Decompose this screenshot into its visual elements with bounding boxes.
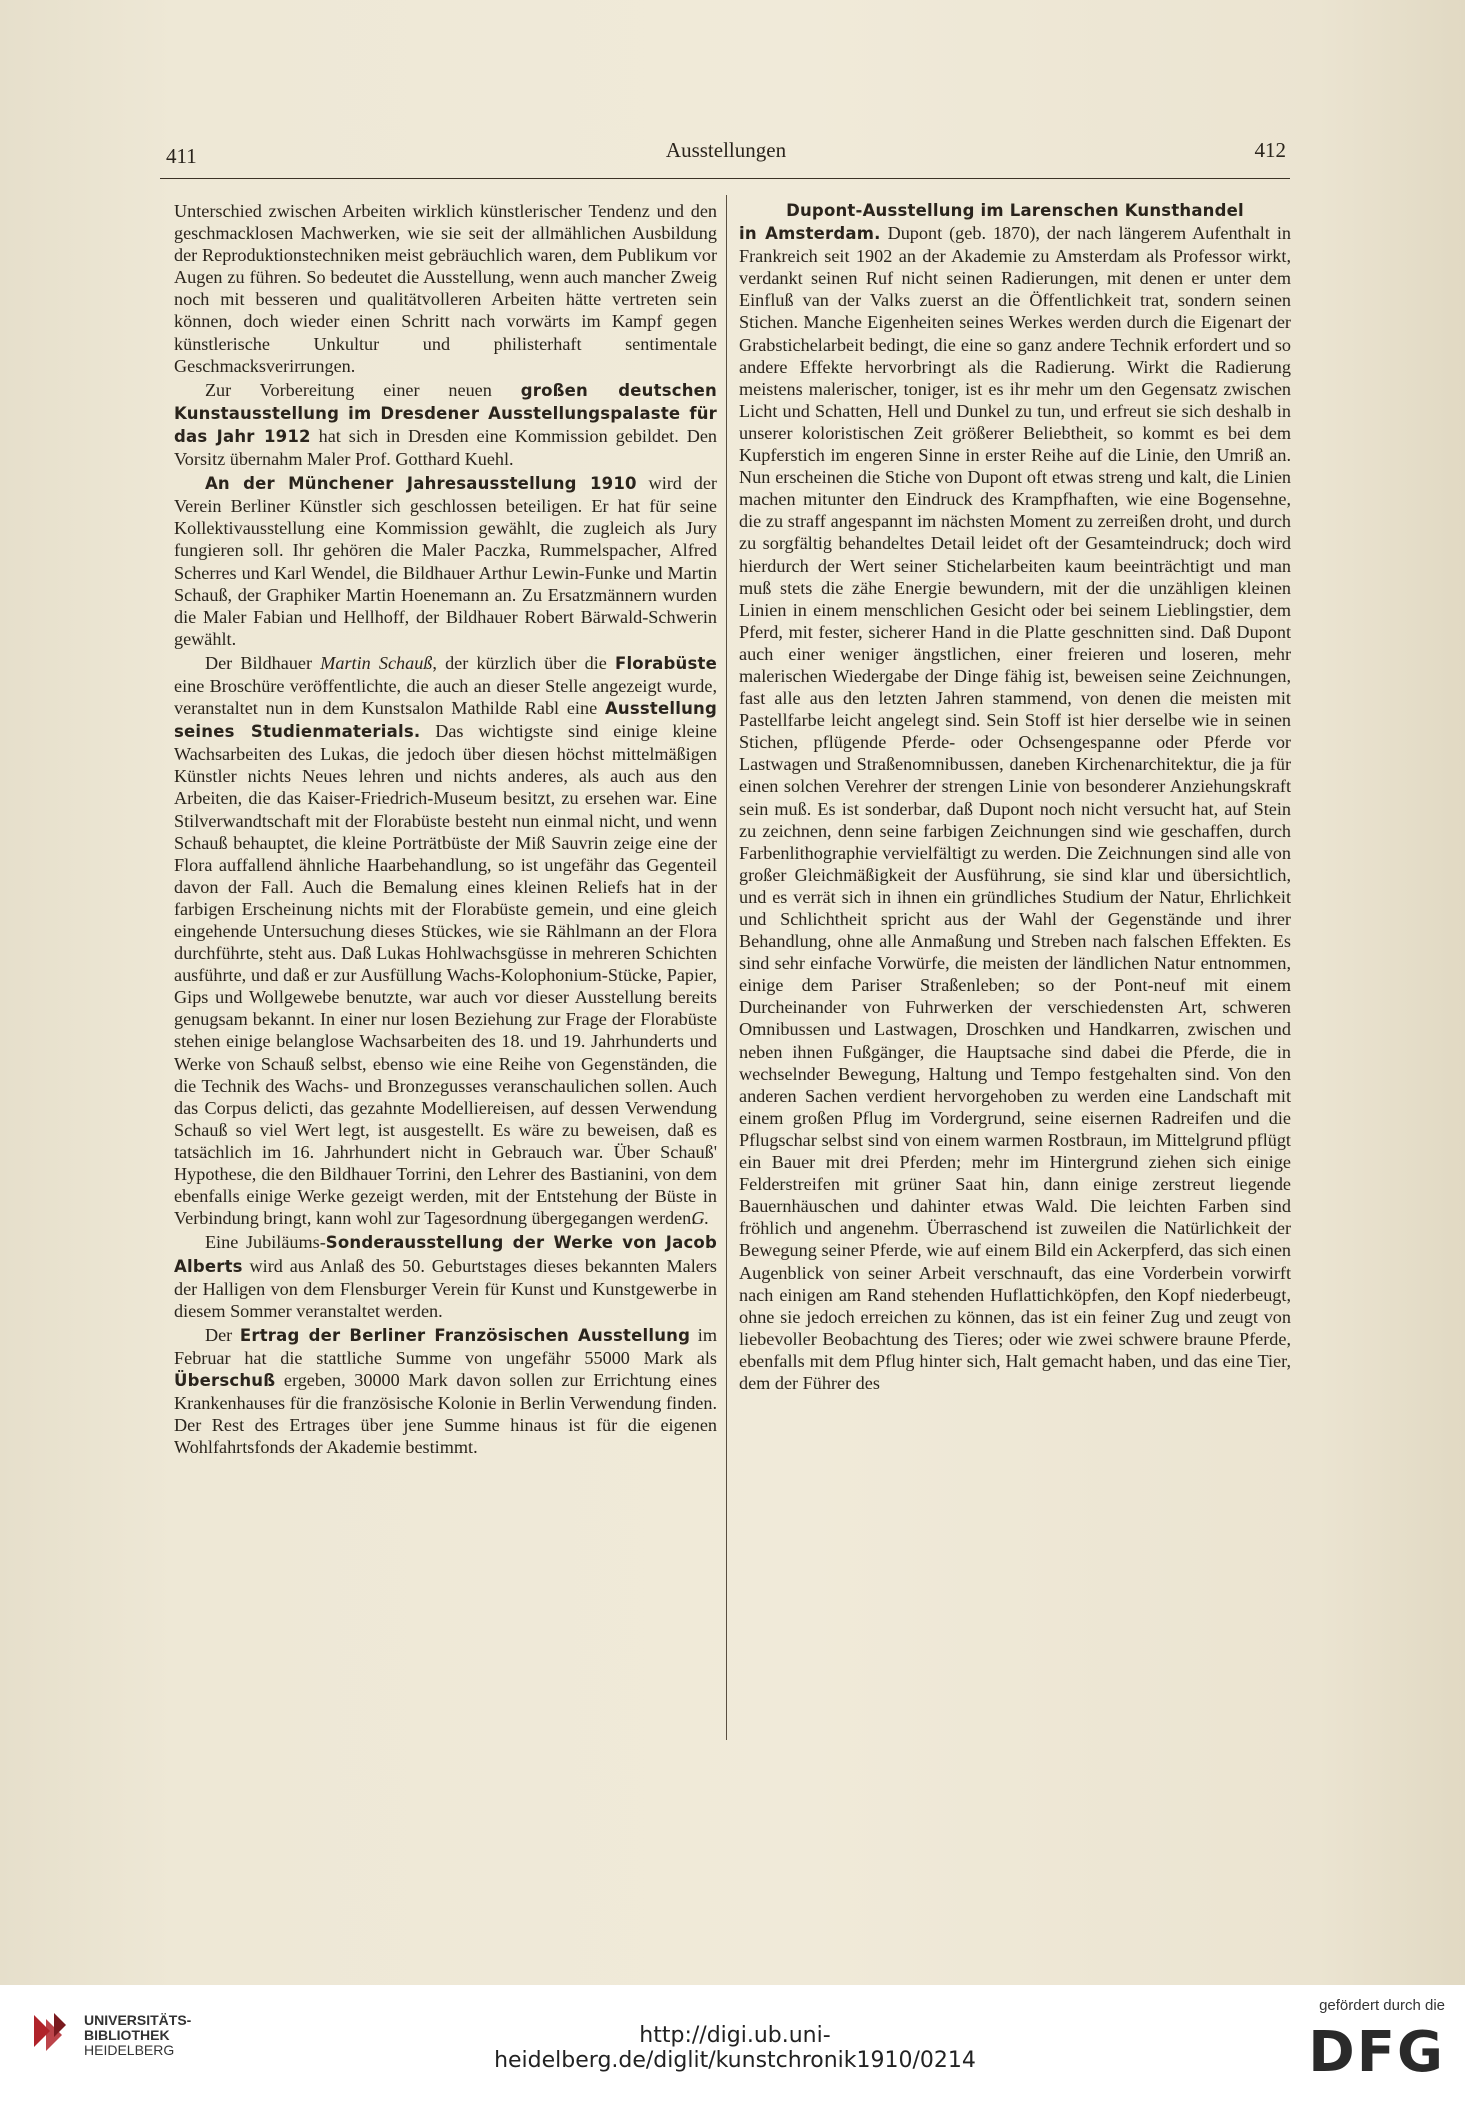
text-run: hat sich in Dresden eine Kommission gebildet. Den Vorsitz übernahm Maler Prof. Gotthard Kuehl. [174,425,717,470]
university-library-logo-icon [26,2009,74,2057]
column-divider [726,195,727,1740]
italic-run: Martin Schauß [320,652,433,673]
paragraph-2 [174,379,717,470]
left-column [174,200,717,1458]
bold-run: großen deutschen Kunstausstellung im Dresdener Ausstellungspalaste für das Jahr 1912 [174,380,717,446]
text-run: im Februar hat die stattliche Summe von ungefähr 55000 Mark als [174,1324,717,1368]
text-run: Der [204,1324,240,1345]
running-head [166,138,1286,168]
text-run: Eine Jubiläums- [204,1232,326,1253]
article-body: Dupont (geb. 1870), der nach längerem Aufenthalt in Frankreich seit 1902 an der Akademie zu Amsterdam als Professor wirkt, verdankt seinen Ruf nicht seinen Radierungen, mit denen er unter dem Einfluß van der Valks zuerst an die Öffentlichkeit trat, sondern seinen Stichen. Manche Eigenheiten seines Werkes werden durch die Eigenart der Grabstichelarbeit bedingt, die eine so ganz andere Technik erfordert und so andere Effekte hervorbringt als die Radierung. Wirkt die Radierung meistens malerischer, toniger, ist es ihr mehr um den Gegensatz zwischen Licht und Schatten, Hell und Dunkel zu tun, und erfreut sie sich deshalb in unserer koloristischen Zeit größerer Beliebtheit, so kommt es bei dem Kupferstich im engeren Sinne in erster Reihe auf die Linie, den Umriß an. Nun erscheinen die Stiche von Dupont oft etwas streng und kalt, die Linien machen mitunter den Eindruck des Krampfhaften, wie eine Bogensehne, die zu straff angespannt im nächsten Moment zu zerreißen droht, und durch zu sorgfältig behandeltes Detail leidet oft der Gesamteindruck; doch wird hierdurch der Wert seiner Stichelarbeiten kaum beeinträchtigt und man muß stets die zähe Energie bewundern, mit der die unzähligen kleinen Linien in einem menschlichen Gesicht oder bei seinem Lieblingstier, dem Pferd, mit fester, sicherer Hand in die Platte geschnitten sind. Daß Dupont auch einer weniger ängstlichen, einer freieren und loseren, mehr malerischen Wiedergabe der Dinge fähig ist, beweisen seine Zeichnungen, fast alle aus den letzten Jahren stammend, von denen die meisten mit Pastellfarbe leicht angelegt sind. Sein Stoff ist hier derselbe wie in seinen Stichen, pflügende Pferde- oder Ochsengespanne oder Pferde vor Lastwagen und Straßenomnibussen, daneben Kirchenarchitektur, die ja für einen solchen Verehrer der strengen Linie von besonderer Anziehungskraft sein muß. Es ist sonderbar, daß Dupont noch nicht versucht hat, auf Stein zu zeichnen, denn seine farbigen Zeichnungen sind wie geschaffen, durch Farbenlithographie vervielfältigt zu werden. Die Zeichnungen sind alle von großer Gleichmäßigkeit der Ausführung, sie sind klar und übersichtlich, und es verrät sich in ihnen ein gründliches Studium der Natur, Ehrlichkeit und Schlichtheit spricht aus der Wahl der Gegenstände und ihrer Behandlung, ohne alle Anmaßung und Streben nach falschen Effekten. Es sind sehr einfache Vorwürfe, die meisten der ländlichen Natur entnommen, einige dem Pariser Straßenleben; so der Pont-neuf mit einem Durcheinander von Fuhrwerken der verschiedensten Art, schweren Omnibussen und Lastwagen, Droschken und Handkarren, zwischen und neben ihnen Fußgänger, die Hauptsache sind dabei die Pferde, die in wechselnder Bewegung, Haltung und Tempo festgehalten sind. Von den anderen Sachen verdient hervorgehoben zu werden eine Landschaft mit einem großen Pflug im Vordergrund, seine eisernen Radreifen und die Pflugschar selbst sind von einem warmen Rostbraun, im Mittelgrund pflügt ein Bauer mit drei Pferden; mehr im Hintergrund ziehen sich einige Felderstreifen mit grüner Saat hin, dann einige zerstreut liegende Bauernhäuschen und dahinter etwas Wald. Die leichten Farben sind fröhlich und angenehm. Überraschend ist zuweilen die Natürlichkeit der Bewegung seiner Pferde, wie auf einem Bild ein Ackerpferd, das sich einen Augenblick von seiner Arbeit verschnauft, das eine Vorderbein vorwirft nach einigen am Rand stehenden Huflattichköpfen, den Kopf niederbeugt, ohne sie jedoch erreichen zu können, das ist ein feiner Zug und zeugt von liebevoller Beobachtung des Tieres; oder wie zwei schwere braune Pferde, ebenfalls mit dem Pflug hinter sich, Halt gemacht haben, und das eine Tier, dem der Führer des [739,223,1291,1393]
digitization-footer [0,1985,1465,2104]
library-line-2: BIBLIOTHEK [84,2027,170,2043]
text-run: wird aus Anlaß des 50. Geburtstages dieses bekannten Malers der Halligen von dem Flensburger Verein für Kunst und Kunstgewerbe in diesem Sommer veranstaltet werden. [174,1255,717,1321]
article-heading-cont: in Amsterdam. [739,224,881,244]
paragraph-3 [174,472,717,650]
text-run: wird der Verein Berliner Künstler sich geschlossen beteiligen. Er hat für seine Kollektivausstellung eine Kommission gewählt, die zugleich als Jury fungieren soll. Ihr gehören die Maler Paczka, Rummelspacher, Alfred Scherres und Karl Wendel, die Bildhauer Arthur Lewin-Funke und Martin Schauß, der Graphiker Martin Hoenemann an. Zu Ersatzmännern wurden die Maler Fabian und Hellhoff, der Bildhauer Robert Bärwald-Schwerin gewählt. [174,473,717,649]
author-signature: G. [691,1208,709,1229]
library-line-3: HEIDELBERG [84,2042,175,2058]
library-line-1: UNIVERSITÄTS- [84,2012,192,2028]
page-number-left: 411 [166,144,197,168]
bold-run: Florabüste [614,653,717,673]
bold-run: An der Münchener Jahresausstellung 1910 [204,474,637,494]
source-url-link[interactable]: http://digi.ub.uni-heidelberg.de/diglit/kunstchronik1910/0214 [494,2023,976,2073]
paragraph-6 [174,1324,717,1459]
text-run: ergeben, 30000 Mark davon sollen zur Errichtung eines Krankenhauses für die französische Kolonie in Berlin Verwendung finden. Der Rest des Ertrages über jene Summe hinaus ist für die eigenen Wohlfahrtsfonds der Akademie bestimmt. [174,1369,717,1458]
funder-caption: gefördert durch die [1319,1997,1445,2014]
text-run: , der kürzlich über die [432,652,615,673]
page-number-right: 412 [1254,138,1286,162]
text-run: Der Bildhauer [204,652,321,673]
dfg-logo: DFG [1308,2020,1445,2085]
header-rule [160,178,1290,179]
bold-run: Sonderausstellung der Werke von Jacob Alberts [174,1233,717,1276]
paragraph-1: Unterschied zwischen Arbeiten wirklich künstlerischer Tendenz und den geschmacklosen Machwerken, wie sie seit der allmählichen Ausbildung der Reproduktionstechniken meist gebräuchlich waren, dem Publikum vor Augen zu führen. So bedeutet die Ausstellung, wenn auch mancher Zweig noch mit besseren und qualitätvolleren Arbeiten hätte vertreten sein können, doch wieder einen Schritt nach vorwärts im Kampf gegen künstlerische Unkultur und philisterhaft sentimentale Geschmacksverirrungen. [174,201,717,376]
text-run: Zur Vorbereitung einer neuen [204,379,521,400]
paragraph-4 [174,652,717,1230]
bold-run: Überschuß [174,1370,276,1390]
text-run: eine Broschüre veröffentlichte, die auch an dieser Stelle angezeigt wurde, veranstaltet nun in dem Kunstsalon Mathilde Rabl eine [174,675,717,719]
dupont-article [739,200,1291,1394]
bold-run: Ausstellung seines Studienmaterials. [174,699,717,742]
right-column [739,200,1291,1394]
article-heading: Dupont-Ausstellung im Larenschen Kunsthandel [786,201,1244,220]
running-title: Ausstellungen [665,138,787,162]
library-name [84,2013,191,2058]
paragraph-5 [174,1231,717,1321]
text-run: Das wichtigste sind einige kleine Wachsarbeiten des Lukas, die jedoch über diesen höchst mittelmäßigen Künstler nichts Neues lehren und nichts anderes, als auch aus den Arbeiten, die das Kaiser-Friedrich-Museum besitzt, zu ersehen war. Eine Stilverwandtschaft mit der Florabüste besteht nun einmal nicht, und wenn Schauß behauptet, die kleine Porträtbüste der Miß Sauvrin zeige eine der Flora auffallend ähnliche Haarbehandlung, so ist ungefähr das Gegenteil davon der Fall. Auch die Bemalung eines kleinen Reliefs hat in der farbigen Erscheinung nichts mit der Florabüste gemein, und eine gleich eingehende Untersuchung dieses Stückes, wie sie Rählmann an der Flora durchführte, steht aus. Daß Lukas Hohlwachsgüsse in mehreren Schichten ausführte, und daß er zur Ausfüllung Wachs-Kolophonium-Stücke, Papier, Gips und Wollgewebe benutzte, war auch vor dieser Ausstellung bereits genugsam bekannt. In einer nur losen Beziehung zur Frage der Florabüste stehen einige belanglose Wachsarbeiten des 18. und 19. Jahrhunderts und Werke von Schauß selbst, ebenso wie eine Reihe von Gegenständen, die die Technik des Wachs- und Bronzegusses veranschaulichen sollen. Auch das Corpus delicti, das gezahnte Modelliereisen, auf dessen Verwendung Schauß so viel Wert legt, ist ausgestellt. Es wäre zu beweisen, daß es tatsächlich im 16. Jahrhundert nicht in Gebrauch war. Über Schauß' Hypothese, die den Bildhauer Torrini, den Lehrer des Bastianini, von dem ebenfalls einige Werke gezeigt werden, mit der Entstehung der Büste in Verbindung bringt, kann wohl zur Tagesordnung übergegangen werden. [174,721,717,1229]
bold-run: Ertrag der Berliner Französischen Ausstellung [239,1325,691,1345]
